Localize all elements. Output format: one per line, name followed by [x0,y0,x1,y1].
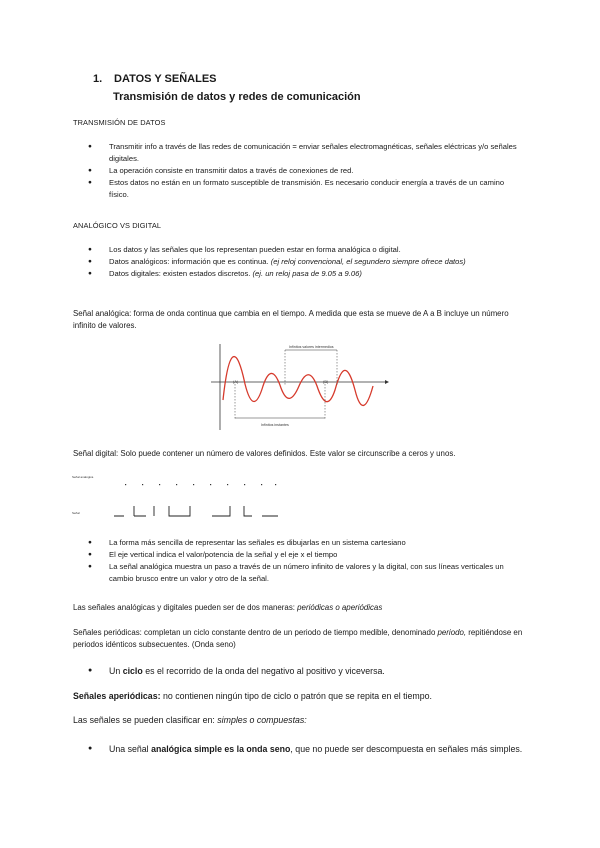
paragraph-bold: Señales aperiódicas: [73,691,161,701]
digital-signal-figure [70,472,290,522]
ciclo-list [73,664,523,678]
graph-list [73,537,523,585]
section-heading [93,73,217,85]
list-item-text: Datos digitales: existen estados discretos. [109,269,251,278]
analogico-heading: ANALÓGICO VS DIGITAL [73,221,162,230]
list-item: ● La operación consiste en transmitir datos a través de conexiones de red. [73,165,523,177]
list-item: ● La señal analógica muestra un paso a través de un número infinito de valores y la digital, con sus líneas verticales un cambio brusco entre un valor y otro de la señal. [73,561,523,585]
list-item-text: Datos analógicos: información que es continua. [109,257,269,266]
sample-dots [125,484,276,485]
analogico-list [73,244,523,280]
paragraph-italic: simples o compuestas: [217,715,307,725]
list-item: ● Transmitir info a través de llas redes de comunicación = enviar señales electromagnéticas, señales eléctricas y/o señales digitales. [73,141,523,165]
list-item-text: , que no puede ser descompuesta en señales más simples. [290,744,523,754]
list-item: ● Los datos y las señales que los representan pueden estar en forma analógica o digital. [73,244,523,256]
figure-label-1: Señal analógica [72,475,94,479]
figure-label-2: Señal [72,511,80,515]
figure-label-top: Infinitos valores intermedios [289,345,334,349]
list-item-text: Un [109,666,121,676]
x-axis-arrow [385,380,389,384]
list-item-text: es el recorrido de la onda del negativo al positivo y viceversa. [145,666,385,676]
transmision-list [73,141,523,201]
section-subtitle: Transmisión de datos y redes de comunicación [113,91,361,103]
list-item-bold: analógica simple es la onda seno [151,744,291,754]
paragraph-italic: periodo, [437,628,467,637]
paragraph-text: Las señales analógicas y digitales pueden ser de dos maneras: [73,603,295,612]
aperiodicas-paragraph [73,689,533,703]
list-item [73,742,523,756]
section-title: DATOS Y SEÑALES [114,73,217,85]
list-item-example: (ej. un reloj pasa de 9.05 a 9.06) [252,269,362,278]
periodicas-paragraph [73,627,533,651]
list-item [73,268,523,280]
list-item: ● Estos datos no están en un formato susceptible de transmisión. Es necesario conducir energía a través de un camino físico. [73,177,523,201]
section-number: 1. [93,73,103,85]
list-item [73,664,523,678]
senal-analogica-paragraph: Señal analógica: forma de onda continua que cambia en el tiempo. A medida que esta se mueve de A a B incluye un número infinito de valores. [73,309,509,330]
simple-list [73,742,523,756]
senal-digital-paragraph: Señal digital: Solo puede contener un número de valores definidos. Este valor se circunscribe a ceros y unos. [73,449,456,458]
list-item: ● El eje vertical indica el valor/potencia de la señal y el eje x el tiempo [73,549,523,561]
list-item [73,256,523,268]
figure-label-a: (A) [233,379,239,384]
analog-wave [223,357,373,406]
list-item: ● La forma más sencilla de representar las señales es dibujarlas en un sistema cartesiano [73,537,523,549]
digital-wave [114,506,278,516]
analog-signal-figure [205,342,395,434]
list-item-bold: ciclo [122,666,143,676]
list-item-example: (ej reloj convencional, el segundero siempre ofrece datos) [270,257,466,266]
transmision-heading: TRANSMISIÓN DE DATOS [73,118,166,127]
figure-label-b: (B) [323,379,329,384]
paragraph-text: no contienen ningún tipo de ciclo o patrón que se repita en el tiempo. [162,691,432,701]
clasificar-paragraph [73,713,533,727]
paragraph-text: Las señales se pueden clasificar en: [73,715,215,725]
paragraph-italic: periódicas o aperiódicas [297,603,383,612]
paragraph-text: repitiéndose en periodos idénticos subsecuentes. (Onda seno) [73,628,523,649]
list-item-text: Una señal [109,744,149,754]
dos-maneras-paragraph [73,602,533,614]
figure-label-bottom: Infinitos instantes [261,423,289,427]
paragraph-text: Señales periódicas: completan un ciclo constante dentro de un periodo de tiempo medible, denominado [73,628,436,637]
